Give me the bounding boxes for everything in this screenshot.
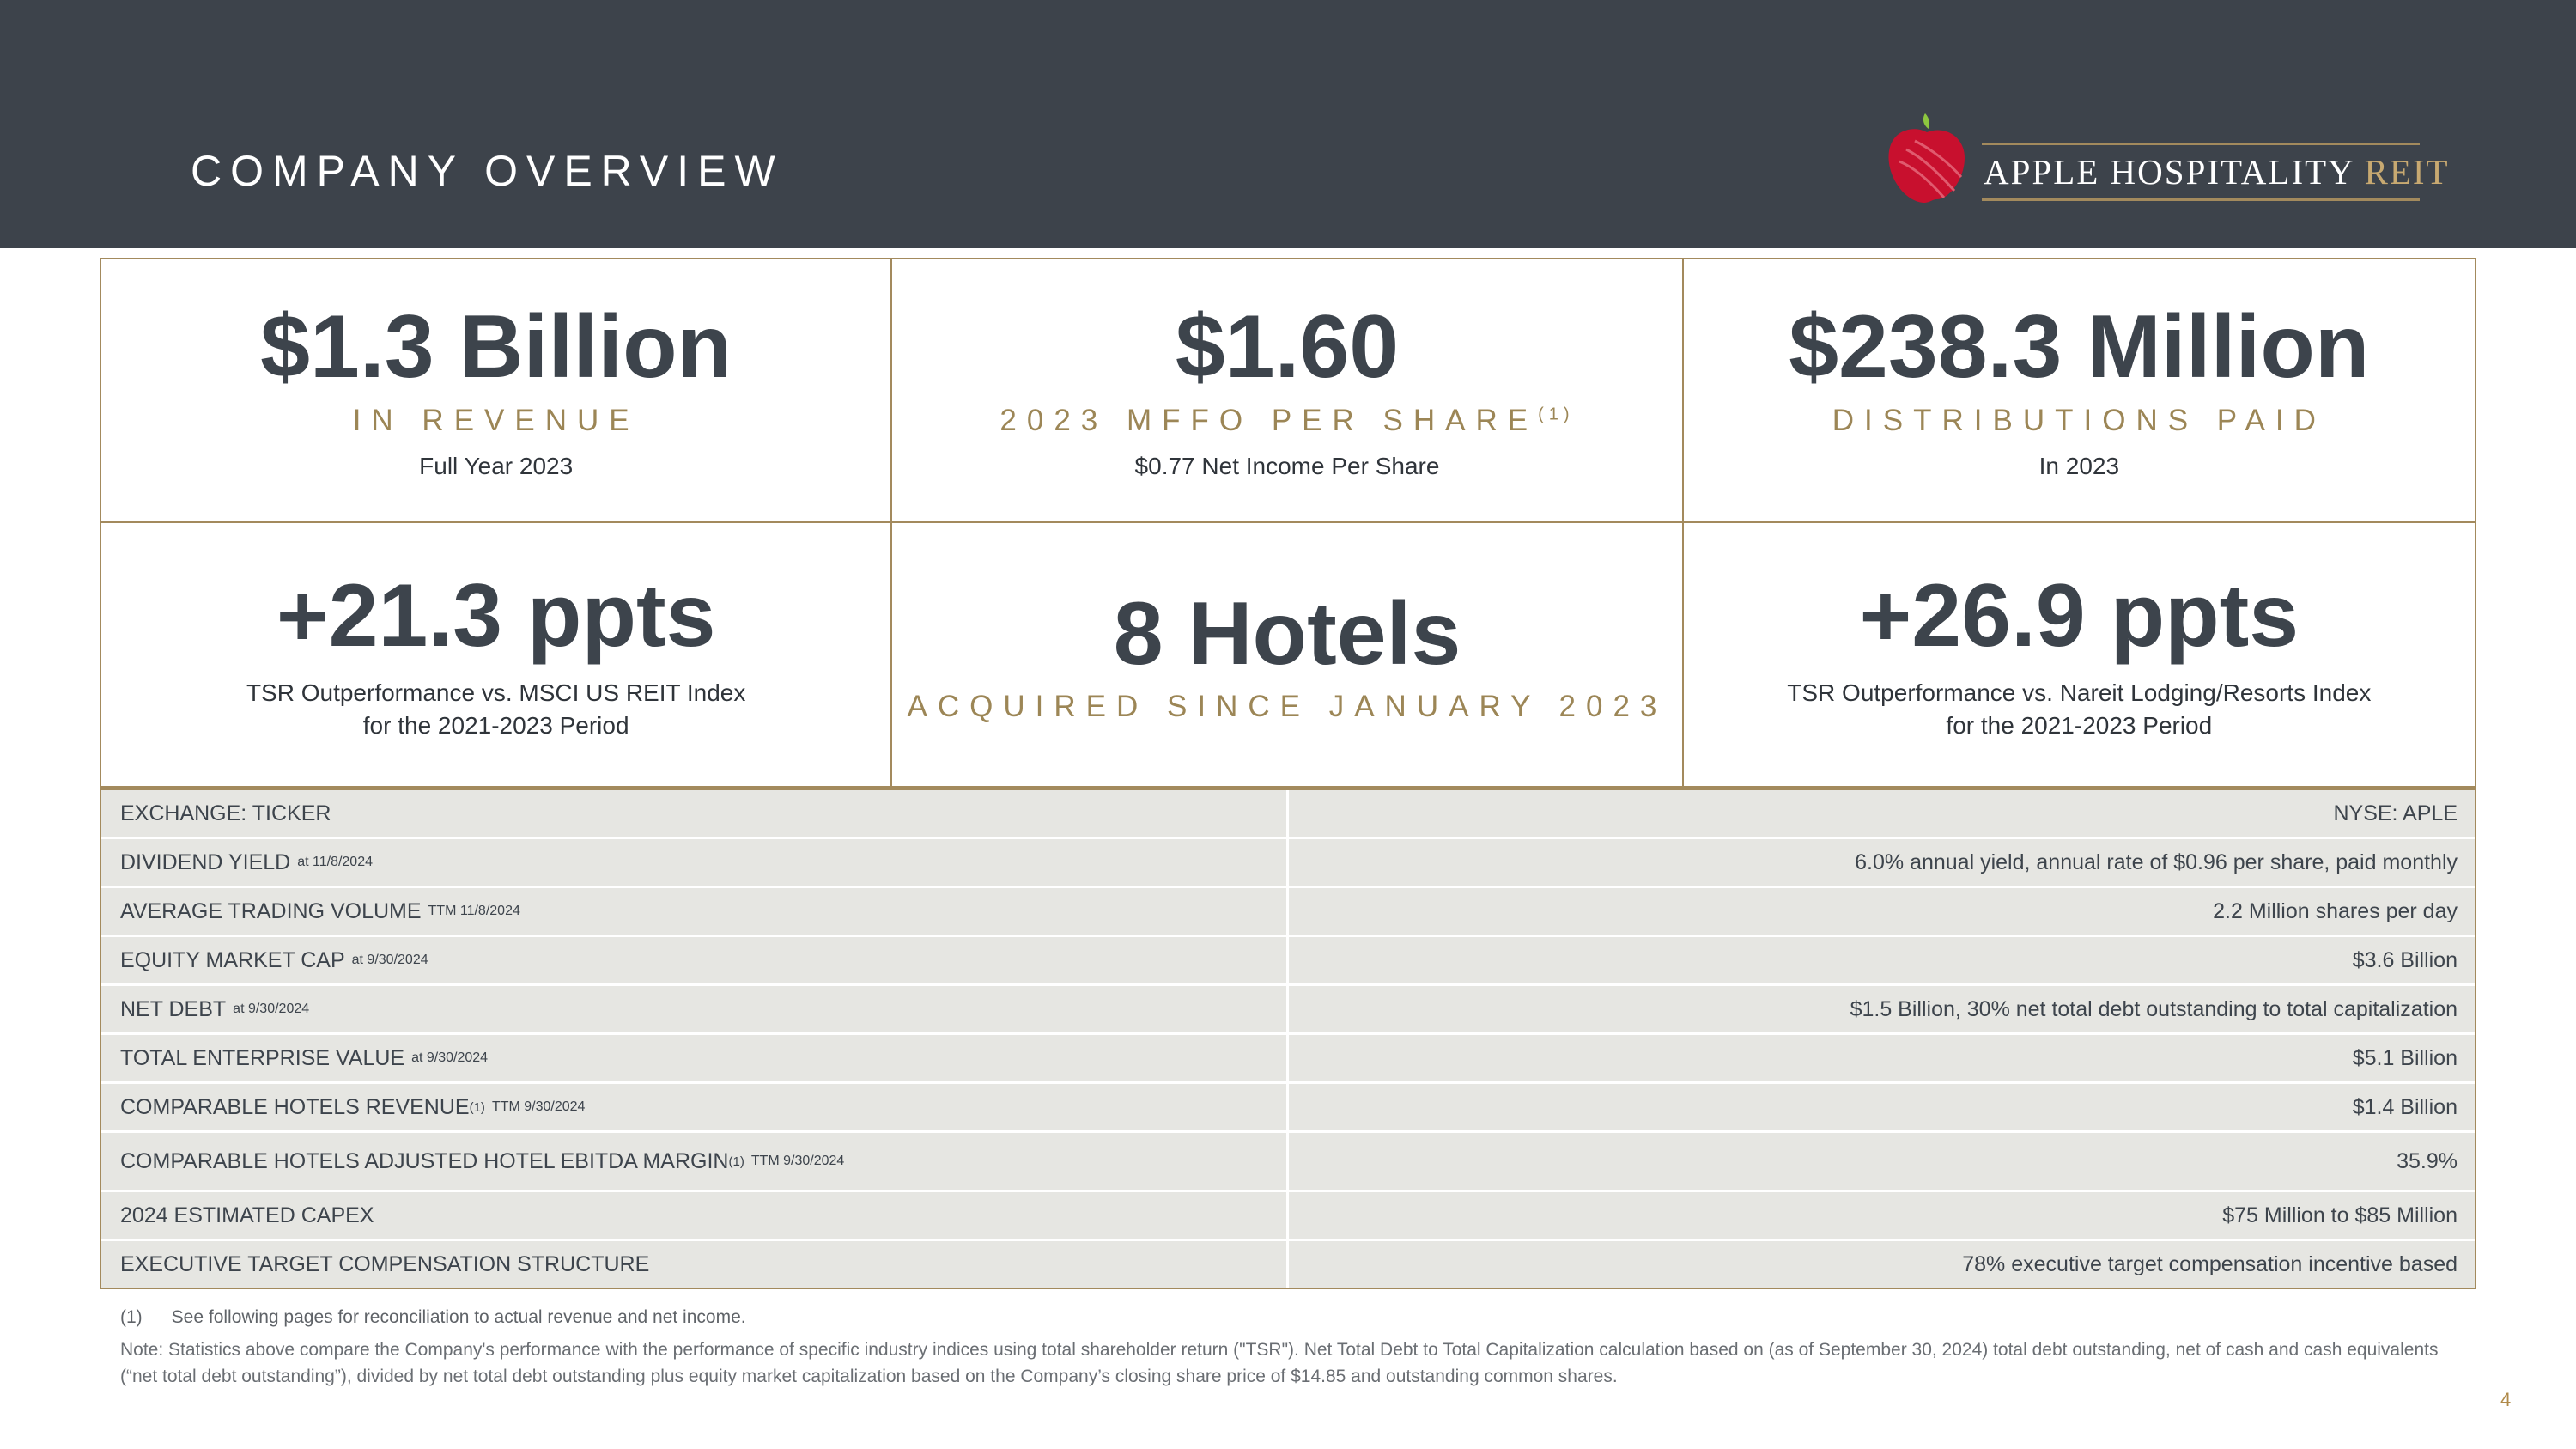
table-row (101, 1192, 2475, 1241)
row-value: $3.6 Billion (2352, 947, 2458, 972)
stat-subtext: In 2023 (2038, 452, 2120, 479)
stat-value: +21.3 ppts (276, 565, 716, 666)
row-label (101, 1035, 1289, 1081)
row-value: $1.4 Billion (2352, 1094, 2458, 1119)
footnote-ref: (1) (469, 1099, 485, 1115)
stat-subtext-line: TSR Outperformance vs. MSCI US REIT Index (246, 679, 746, 707)
row-note: at 9/30/2024 (233, 1002, 310, 1016)
table-row (101, 790, 2475, 839)
row-value: $1.5 Billion, 30% net total debt outstanding to total capitalization (1850, 996, 2458, 1021)
row-label (101, 839, 1289, 886)
table-row (101, 1035, 2475, 1084)
row-label (101, 1241, 1289, 1288)
row-label (101, 1084, 1289, 1130)
stat-subtext: $0.77 Net Income Per Share (1134, 452, 1440, 479)
logo-wordmark (1984, 151, 2450, 192)
stat-subtext-line: for the 2021-2023 Period (362, 711, 629, 739)
row-label-text: 2024 ESTIMATED CAPEX (120, 1202, 374, 1227)
stat-value: 8 Hotels (1113, 583, 1461, 684)
footnote (120, 1307, 746, 1328)
footnote-number: (1) (120, 1307, 143, 1327)
key-stats-grid (100, 258, 2476, 788)
logo-text: APPLE HOSPITALITY (1984, 152, 2354, 192)
stat-value: $1.3 Billion (260, 297, 732, 398)
row-label-text: COMPARABLE HOTELS ADJUSTED HOTEL EBITDA MARGIN (120, 1148, 729, 1173)
row-value: NYSE: APLE (2333, 801, 2458, 825)
logo-text-accent: REIT (2364, 152, 2450, 192)
page-title: COMPANY OVERVIEW (191, 147, 784, 195)
stat-subtext-line: for the 2021-2023 Period (1946, 711, 2213, 739)
row-label (101, 1133, 1289, 1190)
row-value: $75 Million to $85 Million (2222, 1202, 2458, 1227)
company-facts-table (100, 788, 2476, 1289)
logo-rule-bottom (1982, 198, 2420, 201)
row-label-text: DIVIDEND YIELD (120, 849, 291, 874)
table-row (101, 1133, 2475, 1192)
row-note: TTM 9/30/2024 (750, 1154, 845, 1168)
row-label (101, 986, 1289, 1032)
stat-distributions (1684, 259, 2475, 523)
row-label-text: COMPARABLE HOTELS REVENUE (120, 1094, 470, 1119)
row-label-text: EXECUTIVE TARGET COMPENSATION STRUCTURE (120, 1251, 650, 1276)
row-label-text: EXCHANGE: TICKER (120, 801, 331, 825)
stat-subtext: Full Year 2023 (419, 452, 574, 479)
table-row (101, 1241, 2475, 1288)
row-label-text: AVERAGE TRADING VOLUME (120, 898, 422, 923)
stat-label: ACQUIRED SINCE JANUARY 2023 (907, 689, 1668, 723)
row-label (101, 790, 1289, 837)
row-label-text: EQUITY MARKET CAP (120, 947, 345, 972)
apple-logo-icon (1880, 107, 1975, 210)
page-number: 4 (2500, 1389, 2512, 1410)
company-logo (1880, 107, 2450, 210)
table-row (101, 986, 2475, 1035)
footnote-ref: (1) (728, 1154, 744, 1169)
stat-tsr-nareit (1684, 523, 2475, 787)
stat-label (999, 404, 1574, 438)
row-note: TTM 9/30/2024 (491, 1099, 586, 1114)
stat-revenue (101, 259, 892, 523)
disclosure-note: Note: Statistics above compare the Company's performance with the performance of specific industry indices using total shareholder return ("TSR"). Net Total Debt to Total Capitalization calculation based on (as of September 30, 2024) total debt outstanding, net of cash and cash equivalents (“net total debt outstanding”), divided by net total debt outstanding plus equity market capitalization based on the Company’s closing share price of $14.85 and outstanding common shares. (120, 1340, 2439, 1386)
row-label (101, 888, 1289, 935)
row-label (101, 1192, 1289, 1239)
table-row (101, 1084, 2475, 1133)
row-note: at 11/8/2024 (297, 855, 373, 869)
header-bar (0, 0, 2576, 248)
stat-label: DISTRIBUTIONS PAID (1832, 403, 2326, 437)
stat-value: +26.9 ppts (1859, 565, 2300, 666)
row-value: $5.1 Billion (2352, 1045, 2458, 1070)
stat-label-text: 2023 MFFO PER SHARE (999, 403, 1539, 437)
table-row (101, 839, 2475, 888)
row-note: at 9/30/2024 (411, 1050, 489, 1065)
stat-hotels-acquired (892, 523, 1683, 787)
row-note: TTM 11/8/2024 (428, 904, 520, 918)
row-value: 2.2 Million shares per day (2213, 898, 2458, 923)
footnote-ref: (1) (1538, 404, 1575, 423)
table-row (101, 937, 2475, 986)
stat-subtext (246, 677, 745, 742)
row-value: 35.9% (2397, 1148, 2458, 1173)
row-value: 78% executive target compensation incentive based (1962, 1251, 2458, 1276)
stat-value: $238.3 Million (1789, 297, 2370, 398)
row-value: 6.0% annual yield, annual rate of $0.96 per share, paid monthly (1855, 849, 2458, 874)
stat-label: IN REVENUE (352, 403, 640, 437)
stat-tsr-msci (101, 523, 892, 787)
row-label (101, 937, 1289, 983)
row-label-text: TOTAL ENTERPRISE VALUE (120, 1045, 405, 1070)
footnote-text: See following pages for reconciliation to actual revenue and net income. (171, 1307, 746, 1327)
table-row (101, 888, 2475, 937)
stat-subtext-line: TSR Outperformance vs. Nareit Lodging/Resorts Index (1787, 679, 2372, 707)
stat-subtext (1787, 677, 2371, 742)
row-note: at 9/30/2024 (351, 953, 428, 967)
logo-rule-top (1982, 143, 2420, 145)
row-label-text: NET DEBT (120, 996, 227, 1021)
stat-value: $1.60 (1175, 297, 1400, 398)
stat-mffo (892, 259, 1683, 523)
